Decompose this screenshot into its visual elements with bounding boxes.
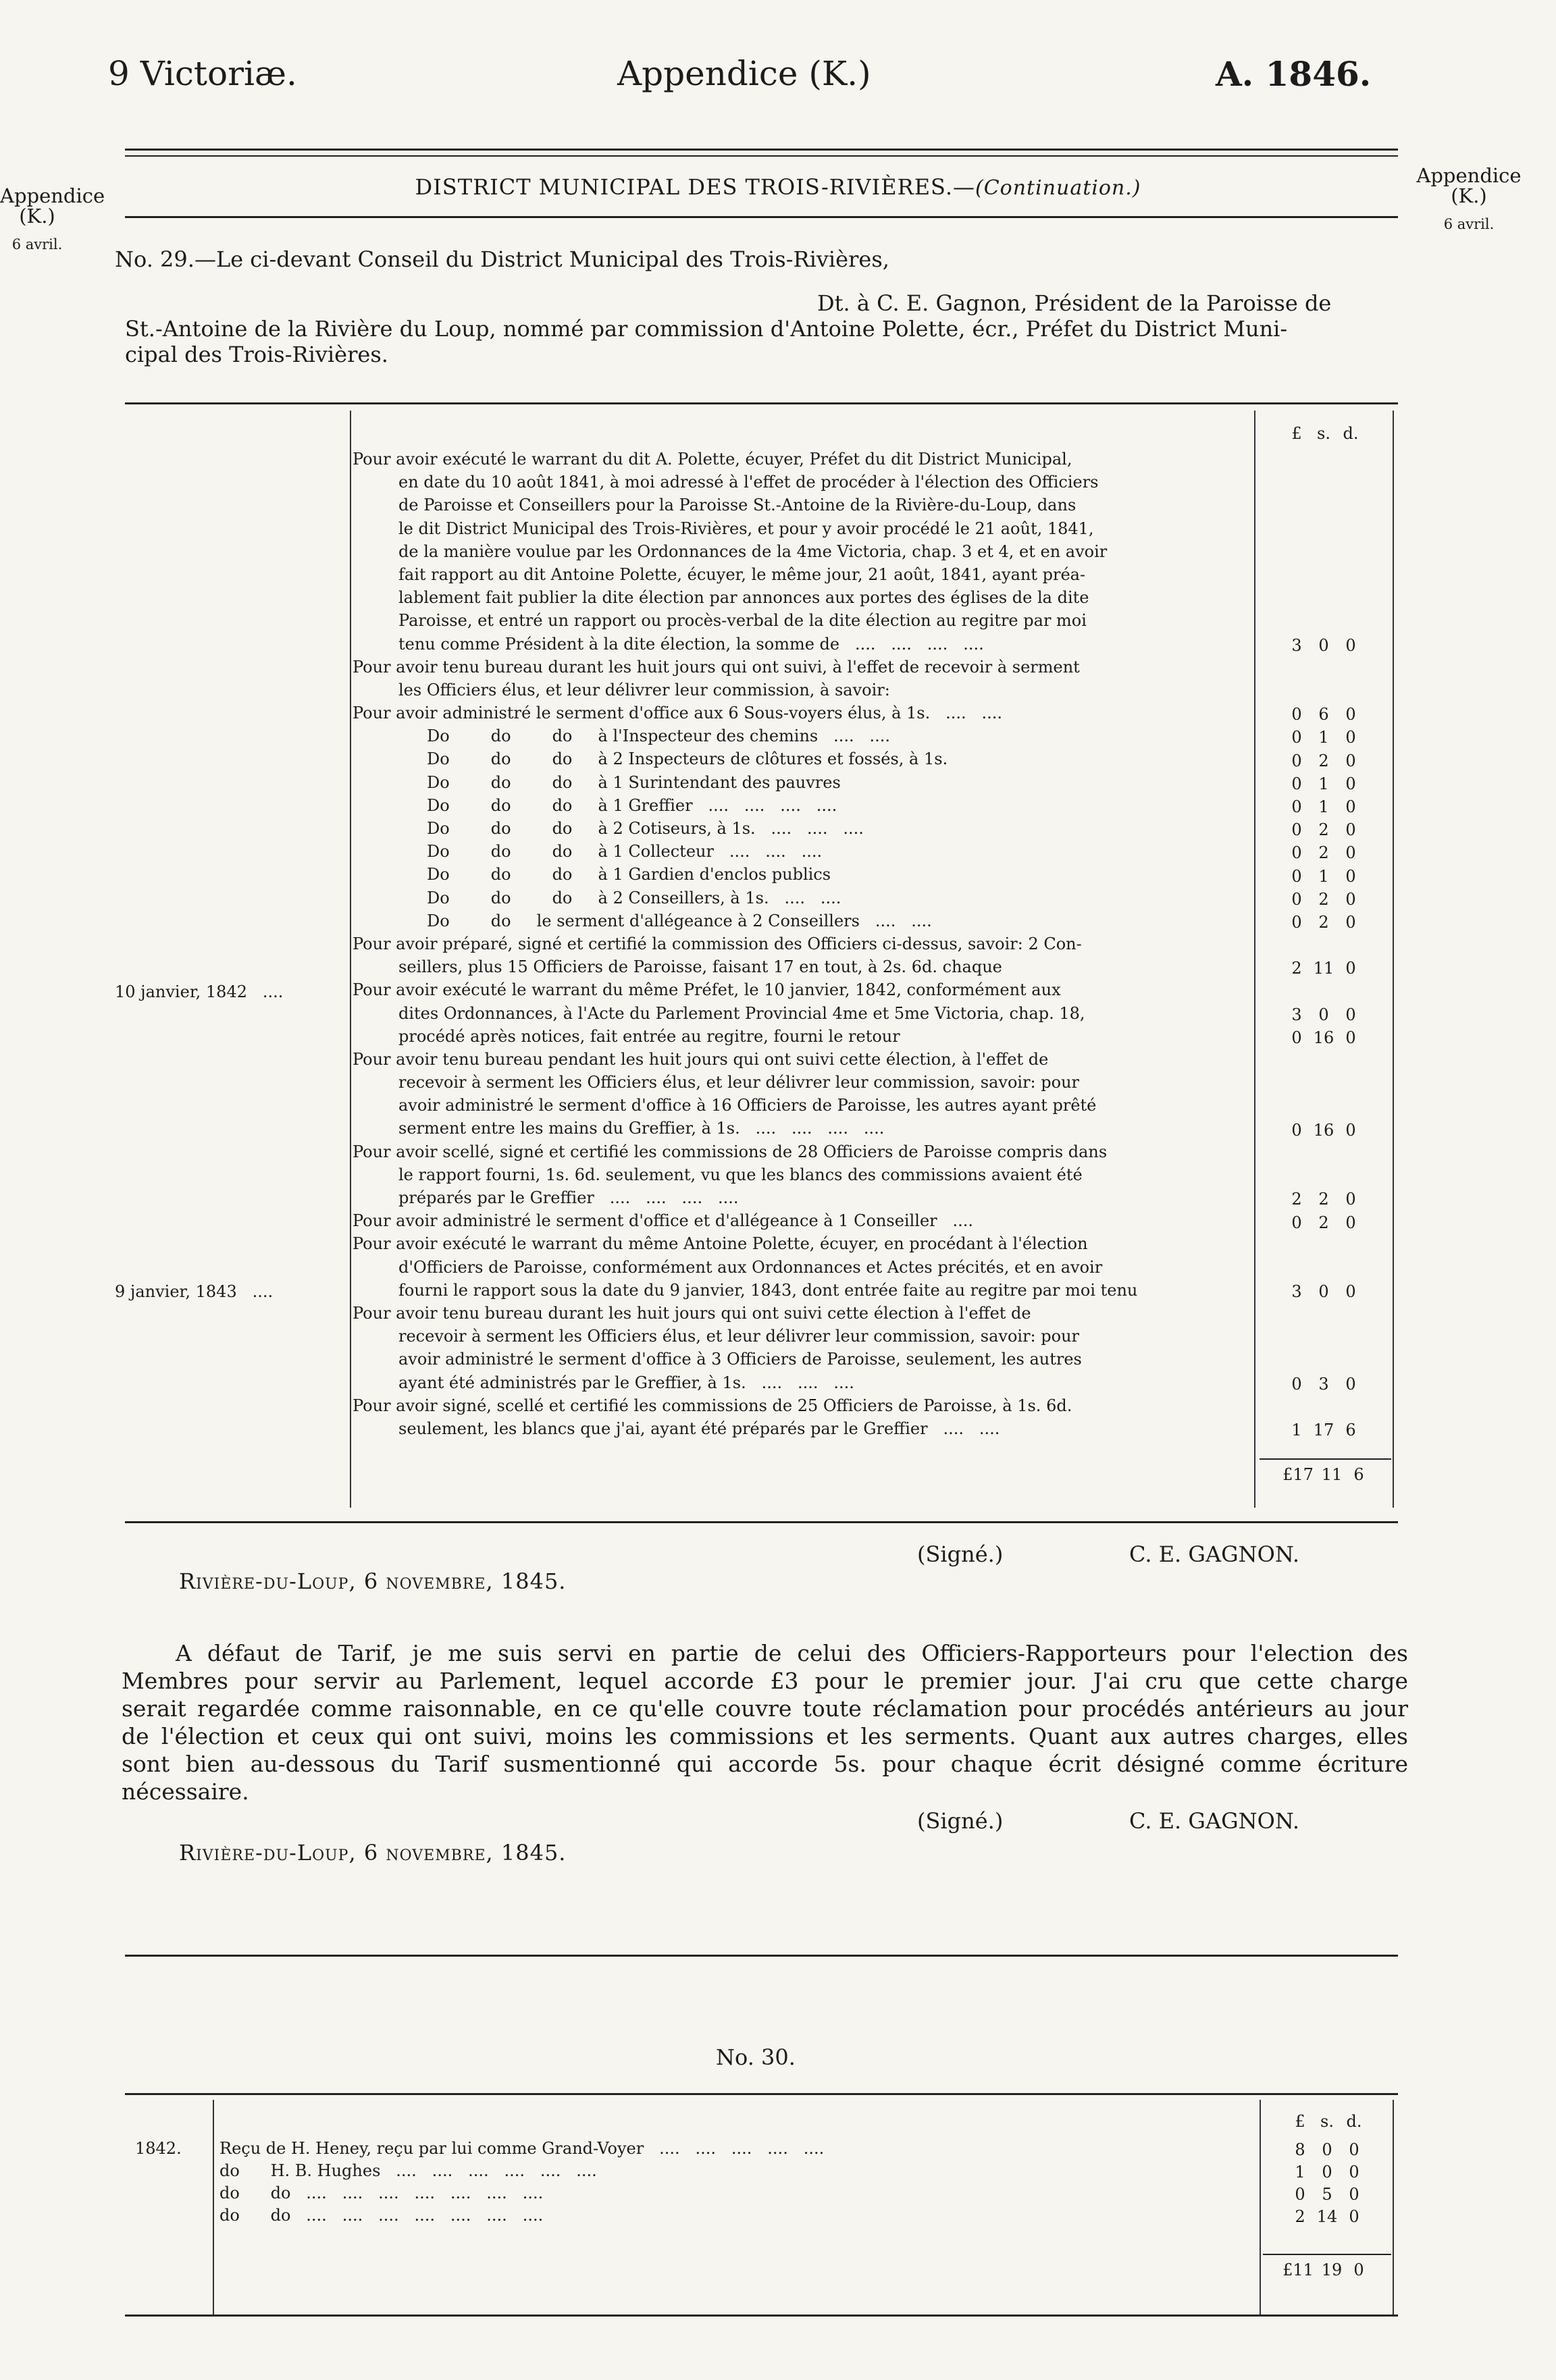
row-amount [1273,2207,1381,2226]
amount-pounds: 3 [1291,1005,1302,1024]
row-description: do H. B. Hughes .... .... .... .... .... .... [219,2161,597,2180]
ledger-line: préparés par le Greffier .... .... .... .... [398,1190,739,1207]
amount-shillings: 0 [1318,1282,1329,1302]
ledger-line: Paroisse, et entré un rapport ou procès-verbal de la dite élection au regitre par moi [398,612,1087,631]
ledger-line: les Officiers élus, et leur délivrer leur commission, à savoir: [398,681,890,699]
amount-shillings: 11 [1313,959,1334,978]
amount-pounds: 3 [1291,635,1302,655]
ledger-line: fait rapport au dit Antoine Polette, écuyer, le même jour, 21 août, 1841, ayant préa- [398,566,1086,584]
ledger-line: Pour avoir signé, scellé et certifié les commissions de 25 Officiers de Paroisse, à 1s. 6d. [353,1397,1072,1415]
amount-pounds: 0 [1291,728,1302,747]
amount-pounds: 0 [1291,820,1302,840]
ledger-line: avoir administré le serment d'office à 3 Officiers de Paroisse, seulement, les autres [398,1351,1082,1369]
account29-heading: No. 29.—Le ci-devant Conseil du District Municipal des Trois-Rivières, [115,246,889,272]
ledger-line: le dit District Municipal des Trois-Rivières, et pour y avoir procédé le 21 août, 1841, [398,520,1094,538]
amount-pounds: 0 [1291,866,1302,886]
ledger-amount [1270,1421,1378,1439]
ledger-line: Pour avoir exécuté le warrant du même Préfet, le 10 janvier, 1842, conformément aux [353,982,1061,1000]
account29-money-heads [1270,424,1378,443]
ledger-amount [1270,728,1378,747]
ledger-line: Do do do à 2 Inspecteurs de clôtures et fossés, à 1s. [427,751,948,769]
signature2-place-date: Rivière-du-Loup, 6 novembre, 1845. [179,1840,567,1866]
amount-pounds: 0 [1291,1213,1302,1232]
account29-debtor-line3: cipal des Trois-Rivières. [125,342,388,367]
ledger-line: Do do do à l'Inspecteur des chemins .... .... [427,728,891,746]
amount-pence: 0 [1345,843,1356,863]
ledger-amount [1270,774,1378,793]
ledger-date: 10 janvier, 1842 .... [115,982,284,1001]
amount-shillings: 2 [1318,751,1329,770]
amount-pence: 0 [1349,2163,1359,2181]
account30-table-bottom-rule [125,2315,1398,2317]
ledger-line: avoir administré le serment d'office à 16 Officiers de Paroisse, les autres ayant prêté [398,1097,1097,1115]
amount-shillings: 0 [1322,2163,1332,2181]
margin-left-line2: (K.) [19,205,55,228]
account29-ledger-lines [353,451,1251,1444]
account29-amount-column-rule [1254,411,1255,1508]
account29-table-top-rule [125,402,1398,404]
amount-shillings: 1 [1318,797,1329,816]
account30-heading: No. 30. [716,2044,796,2070]
ledger-amount [1270,843,1378,862]
amount-pounds: 0 [1291,913,1302,932]
ledger-amount [1270,1028,1378,1047]
margin-right-note [1401,165,1536,234]
amount-pence: 0 [1345,1282,1356,1302]
amount-pounds: 1 [1295,2163,1305,2181]
ledger-line: Do do do à 1 Gardien d'enclos publics [427,866,831,884]
amount-pounds: 3 [1291,1282,1302,1302]
ledger-amount [1270,820,1378,839]
margin-right-line1: Appendice [1416,164,1522,187]
ledger-line: ayant été administrés par le Greffier, à 1s. .... .... .... [398,1374,854,1392]
ledger-amount [1270,636,1378,655]
header-year: A. 1846. [1216,54,1372,94]
amount-pence: 0 [1349,2140,1359,2159]
signature1-name: C. E. GAGNON. [1129,1541,1299,1567]
running-head [0,174,1556,200]
ledger-amount [1270,1121,1378,1140]
ledger-line: seillers, plus 15 Officiers de Paroisse, faisant 17 en tout, à 2s. 6d. chaque [398,959,1002,977]
pence-head: d. [1343,424,1359,443]
ledger-line: seulement, les blancs que j'ai, ayant été préparés par le Greffier .... .... [398,1420,1000,1438]
amount-pence: 0 [1345,1375,1356,1394]
margin-left-date: 6 avril. [11,236,63,253]
amount-pence: 0 [1349,2185,1359,2204]
account30-right-rule [1393,2100,1394,2316]
amount-pence: 0 [1345,774,1356,793]
note-line: de l'élection et ceux qui ont suivi, moins les commissions et les serments. Quant aux autres charges, elles [122,1723,1408,1749]
amount-shillings: 2 [1318,1213,1329,1232]
total-pence: 6 [1353,1465,1364,1484]
amount-shillings: 0 [1318,1005,1329,1024]
ledger-line: dites Ordonnances, à l'Acte du Parlement Provincial 4me et 5me Victoria, chap. 18, [398,1005,1085,1023]
amount-shillings: 2 [1318,889,1329,909]
row-amount [1273,2163,1381,2181]
ledger-line: Do do do à 1 Greffier .... .... .... .... [427,797,837,815]
amount-pence: 0 [1345,635,1356,655]
account29-date-column-rule [350,411,351,1508]
amount-pence: 0 [1349,2207,1359,2226]
amount-pounds: 0 [1291,751,1302,770]
account30-total [1264,2260,1386,2279]
amount-pounds: 8 [1295,2140,1305,2159]
ledger-line: Pour avoir administré le serment d'office aux 6 Sous-voyers élus, à 1s. .... .... [353,705,1003,723]
signature1-place-date: Rivière-du-Loup, 6 novembre, 1845. [179,1568,567,1594]
ledger-line: Pour avoir tenu bureau durant les huit jours qui ont suivi cette élection à l'effet de [353,1304,1031,1323]
total-pence: 0 [1353,2260,1364,2279]
ledger-line: fourni le rapport sous la date du 9 janvier, 1843, dont entrée faite au regitre par moi tenu [398,1281,1138,1300]
ledger-amount [1270,913,1378,932]
amount-shillings: 3 [1318,1375,1329,1394]
shillings-head: s. [1320,2112,1334,2131]
amount-pence: 0 [1345,1028,1356,1047]
pounds-head: £ [1291,424,1302,443]
amount-pounds: 0 [1291,1120,1302,1140]
account30-money-heads [1273,2112,1381,2131]
total-pounds: £17 [1282,1465,1314,1484]
running-head-title: DISTRICT MUNICIPAL DES TROIS-RIVIÈRES.— [415,174,975,200]
amount-pence: 0 [1345,1213,1356,1232]
account30-total-rule [1263,2254,1391,2255]
header-rule-thin [125,155,1398,157]
amount-pounds: 0 [1291,843,1302,863]
margin-left-note [0,184,105,255]
row-amount [1273,2185,1381,2204]
amount-pounds: 0 [1291,889,1302,909]
note-line: A défaut de Tarif, je me suis servi en partie de celui des Officiers-Rapporteurs pour l'election des [176,1640,1408,1666]
ledger-amount [1270,1375,1378,1394]
ledger-amount [1270,867,1378,886]
amount-shillings: 6 [1318,705,1329,724]
account29-debtor-line1: Dt. à C. E. Gagnon, Président de la Paroisse de [817,290,1332,316]
ledger-amount [1270,705,1378,724]
ledger-line: de Paroisse et Conseillers pour la Paroisse St.-Antoine de la Rivière-du-Loup, dans [398,497,1077,515]
ledger-line: le rapport fourni, 1s. 6d. seulement, vu que les blancs des commissions avaient été [398,1166,1083,1184]
amount-pence: 0 [1345,820,1356,840]
amount-pounds: 0 [1291,1375,1302,1394]
ledger-line: Do do do à 2 Conseillers, à 1s. .... .... [427,889,841,907]
row-description: do do .... .... .... .... .... .... .... [219,2206,544,2225]
ledger-amount [1270,751,1378,770]
ledger-amount [1270,890,1378,909]
shillings-head: s. [1317,424,1330,443]
ledger-line: Pour avoir tenu bureau durant les huit jours qui ont suivi, à l'effet de recevoir à serment [353,658,1080,677]
ledger-amount [1270,797,1378,816]
amount-pounds: 2 [1291,959,1302,978]
amount-pence: 0 [1345,797,1356,816]
ledger-line: Pour avoir exécuté le warrant du dit A. Polette, écuyer, Préfet du dit District Municipal, [353,451,1072,469]
account29-total-rule [1260,1458,1391,1460]
amount-shillings: 1 [1318,866,1329,886]
ledger-amount [1270,1190,1378,1209]
amount-shillings: 0 [1318,635,1329,655]
amount-pence: 0 [1345,959,1356,978]
ledger-amount [1270,959,1378,978]
amount-pence: 0 [1345,705,1356,724]
amount-shillings: 2 [1318,843,1329,863]
note-line: sont bien au-dessous du Tarif susmentionné qui accorde 5s. pour chaque écrit désigné comme écriture [122,1751,1408,1777]
account29-debtor-line2: St.-Antoine de la Rivière du Loup, nommé par commission d'Antoine Polette, écr., Préfet du District Muni- [125,316,1288,342]
ledger-line: tenu comme Président à la dite élection, la somme de .... .... .... .... [398,635,984,654]
amount-pence: 6 [1345,1421,1356,1440]
explanatory-note [122,1639,1408,1805]
margin-right-line2: (K.) [1451,184,1487,207]
amount-shillings: 14 [1316,2207,1338,2226]
pence-head: d. [1346,2112,1362,2131]
amount-pence: 0 [1345,1120,1356,1140]
row-description: Reçu de H. Heney, reçu par lui comme Grand-Voyer .... .... .... .... .... [219,2139,825,2158]
note-line: serait regardée comme raisonnable, en ce qu'elle couvre toute réclamation pour procédés antérieurs au jour [122,1695,1408,1722]
amount-pounds: 0 [1291,774,1302,793]
account30-year-column-rule [213,2100,214,2316]
amount-shillings: 1 [1318,774,1329,793]
amount-shillings: 17 [1313,1421,1334,1440]
ledger-line: Pour avoir tenu bureau pendant les huit jours qui ont suivi cette élection, à l'effet de [353,1051,1049,1069]
amount-pence: 0 [1345,751,1356,770]
ledger-line: procédé après notices, fait entrée au regitre, fourni le retour [398,1028,900,1046]
pounds-head: £ [1295,2112,1305,2131]
row-year: 1842. [135,2139,182,2158]
ledger-line: Do do do à 1 Surintendant des pauvres [427,774,841,792]
running-head-continuation: (Continuation.) [975,176,1141,200]
amount-pounds: 2 [1295,2207,1305,2226]
signature1-label: (Signé.) [917,1541,1004,1567]
amount-pounds: 0 [1291,705,1302,724]
header-appendix: Appendice (K.) [617,54,871,93]
amount-shillings: 2 [1318,820,1329,840]
amount-shillings: 2 [1318,913,1329,932]
amount-shillings: 16 [1313,1120,1334,1140]
amount-pence: 0 [1345,913,1356,932]
amount-shillings: 16 [1313,1028,1334,1047]
total-shillings: 11 [1321,1465,1343,1484]
ledger-line: lablement fait publier la dite élection par annonces aux portes des églises de la dite [398,589,1089,608]
margin-right-date: 6 avril. [1443,216,1495,232]
header-session: 9 Victoriæ. [108,54,297,93]
ledger-line: serment entre les mains du Greffier, à 1s. .... .... .... .... [398,1120,885,1138]
ledger-line: Pour avoir scellé, signé et certifié les commissions de 28 Officiers de Paroisse compris dans [353,1143,1108,1161]
amount-shillings: 5 [1322,2185,1332,2204]
amount-pounds: 0 [1291,1028,1302,1047]
amount-pence: 0 [1345,1005,1356,1024]
amount-pence: 0 [1345,866,1356,886]
row-description: do do .... .... .... .... .... .... .... [219,2184,544,2202]
total-pounds: £11 [1282,2260,1314,2279]
header-rule-top [125,149,1398,151]
amount-shillings: 2 [1318,1190,1329,1209]
section-divider-rule [125,1955,1398,1957]
amount-shillings: 1 [1318,728,1329,747]
total-shillings: 19 [1321,2260,1343,2279]
running-head-rule [125,216,1398,218]
ledger-line: Pour avoir préparé, signé et certifié la commission des Officiers ci-dessus, savoir: 2 Con- [353,935,1082,953]
amount-pence: 0 [1345,889,1356,909]
amount-pounds: 0 [1291,797,1302,816]
amount-pence: 0 [1345,1190,1356,1209]
ledger-line: recevoir à serment les Officiers élus, et leur délivrer leur commission, savoir: pour [398,1074,1079,1092]
note-line: nécessaire. [122,1778,249,1805]
amount-pounds: 0 [1295,2185,1305,2204]
amount-shillings: 0 [1322,2140,1332,2159]
ledger-line: Do do do à 2 Cotiseurs, à 1s. .... .... .... [427,820,864,838]
ledger-line: de la manière voulue par les Ordonnances de la 4me Victoria, chap. 3 et 4, et en avoir [398,543,1108,561]
ledger-amount [1270,1005,1378,1024]
ledger-line: Pour avoir exécuté le warrant du même Antoine Polette, écuyer, en procédant à l'élection [353,1236,1088,1254]
note-line: Membres pour servir au Parlement, lequel accorde £3 pour le premier jour. J'ai cru que cette charge [122,1668,1408,1694]
ledger-amount [1270,1213,1378,1232]
ledger-line: Pour avoir administré le serment d'office et d'allégeance à 1 Conseiller .... [353,1213,974,1231]
amount-pounds: 1 [1291,1421,1302,1440]
account29-right-rule [1393,411,1394,1508]
ledger-line: en date du 10 août 1841, à moi adressé à l'effet de procéder à l'élection des Officiers [398,474,1099,492]
ledger-line: Do do do à 1 Collecteur .... .... .... [427,843,823,862]
amount-pounds: 2 [1291,1190,1302,1209]
signature2-label: (Signé.) [917,1808,1004,1834]
ledger-line: Do do le serment d'allégeance à 2 Conseillers .... .... [427,912,932,930]
account29-total [1264,1465,1386,1484]
account30-table-top-rule [125,2093,1398,2095]
ledger-line: recevoir à serment les Officiers élus, et leur délivrer leur commission, savoir: pour [398,1328,1079,1346]
ledger-date: 9 janvier, 1843 .... [115,1282,274,1302]
row-amount [1273,2140,1381,2159]
ledger-line: d'Officiers de Paroisse, conformément aux Ordonnances et Actes précités, et en avoir [398,1259,1103,1277]
margin-left-line1: Appendice [0,184,105,207]
signature2-name: C. E. GAGNON. [1129,1808,1299,1834]
ledger-amount [1270,1282,1378,1301]
amount-pence: 0 [1345,728,1356,747]
account29-table-bottom-rule [125,1521,1398,1523]
account30-amount-column-rule [1260,2100,1261,2316]
